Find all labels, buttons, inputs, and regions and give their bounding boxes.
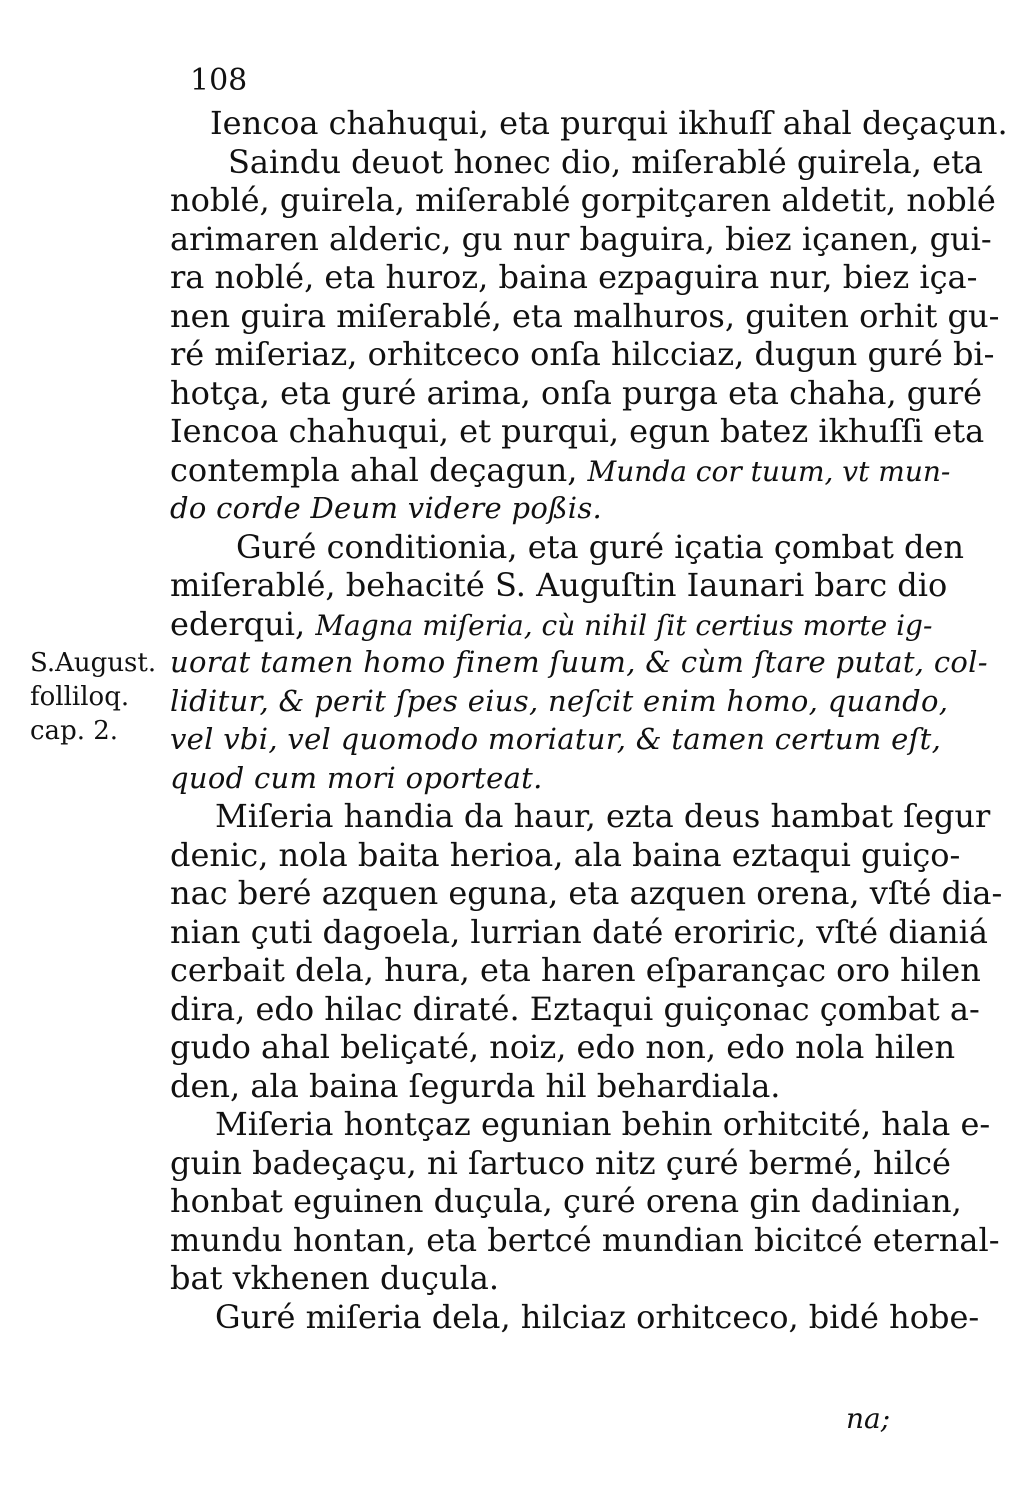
text-line: mundu hontan, eta bertcé mundian bicitcé eternal- bbox=[170, 1220, 1000, 1259]
text-line: Saindu deuot honec dio, miſerablé guirela, eta bbox=[228, 142, 983, 181]
text-line: nac beré azquen eguna, eta azquen orena, vſté dia- bbox=[170, 874, 1003, 912]
text-segment: ederqui, bbox=[170, 604, 306, 643]
latin-quote-line: do corde Deum videre poßis. bbox=[170, 491, 603, 525]
text-line: Iencoa chahuqui, et purqui, egun batez ikhuſſi eta bbox=[170, 412, 985, 450]
latin-quote-line: uorat tamen homo finem ſuum, & cùm ſtare putat, col- bbox=[170, 645, 988, 679]
text-line: Miſeria handia da haur, ezta deus hambat ſegur bbox=[215, 797, 991, 835]
text-line: cerbait dela, hura, eta haren eſparançac oro hilen bbox=[170, 951, 981, 989]
text-segment: contempla ahal deçagun, bbox=[170, 450, 578, 489]
text-line: noblé, guirela, miſerablé gorpitçaren aldetit, noblé bbox=[170, 181, 996, 219]
text-line: honbat eguinen duçula, çuré orena gin dadinian, bbox=[170, 1182, 962, 1220]
text-line: miſerablé, behacité S. Auguſtin Iaunari barc dio bbox=[170, 566, 948, 604]
marginal-citation bbox=[30, 646, 180, 748]
text-line: bat vkhenen duçula. bbox=[170, 1259, 500, 1297]
page-number: 108 bbox=[190, 63, 248, 98]
latin-quote: Magna miſeria, cù nihil ſit certius morte ig- bbox=[315, 608, 933, 642]
catchword: na; bbox=[846, 1402, 891, 1435]
latin-quote-line: liditur, & perit ſpes eius, neſcit enim homo, quando, bbox=[170, 683, 949, 718]
latin-quote-line: quod cum mori oporteat. bbox=[170, 760, 543, 795]
text-line: hotça, eta guré arima, onſa purga eta chaha, guré bbox=[170, 373, 983, 412]
latin-quote: Munda cor tuum, vt mun- bbox=[587, 454, 951, 488]
latin-quote-line: vel vbi, vel quomodo moriatur, & tamen certum eſt, bbox=[170, 722, 942, 756]
text-line bbox=[170, 604, 933, 644]
marginal-citation-line: cap. 2. bbox=[30, 716, 119, 746]
text-line: gudo ahal beliçaté, noiz, edo non, edo nola hilen bbox=[170, 1028, 956, 1066]
text-line: nen guira miſerablé, eta malhuros, guiten orhit gu- bbox=[170, 296, 1000, 335]
text-line: nian çuti dagoela, lurrian daté eroriric, vſté dianiá bbox=[170, 912, 988, 951]
text-line: Miſeria hontçaz egunian behin orhitcité, hala e- bbox=[215, 1105, 991, 1143]
text-line: guin badeçaçu, ni ſartuco nitz çuré bermé, hilcé bbox=[170, 1143, 951, 1182]
text-line: ra noblé, eta huroz, baina ezpaguira nur, biez iça- bbox=[170, 258, 978, 296]
text-line: Guré conditionia, eta guré içatia çombat den bbox=[236, 527, 964, 566]
text-line: denic, nola baita herioa, ala baina eztaqui guiço- bbox=[170, 835, 961, 874]
text-line: den, ala baina ſegurda hil behardiala. bbox=[170, 1066, 781, 1105]
main-text bbox=[170, 104, 1008, 1336]
marginal-citation-line: folliloq. bbox=[30, 682, 130, 712]
text-line bbox=[170, 450, 951, 490]
text-line: Guré miſeria dela, hilciaz orhitceco, bidé hobe- bbox=[215, 1297, 980, 1336]
marginal-citation-line: S.August. bbox=[30, 648, 157, 678]
text-line: Iencoa chahuqui, eta purqui ikhuſſ ahal deçaçun. bbox=[210, 104, 1008, 142]
text-line: dira, edo hilac diraté. Eztaqui guiçonac çombat a- bbox=[170, 989, 980, 1028]
text-line: arimaren alderic, gu nur baguira, biez içanen, gui- bbox=[170, 219, 992, 258]
text-line: ré miſeriaz, orhitceco onſa hilcciaz, dugun guré bi- bbox=[170, 335, 995, 373]
